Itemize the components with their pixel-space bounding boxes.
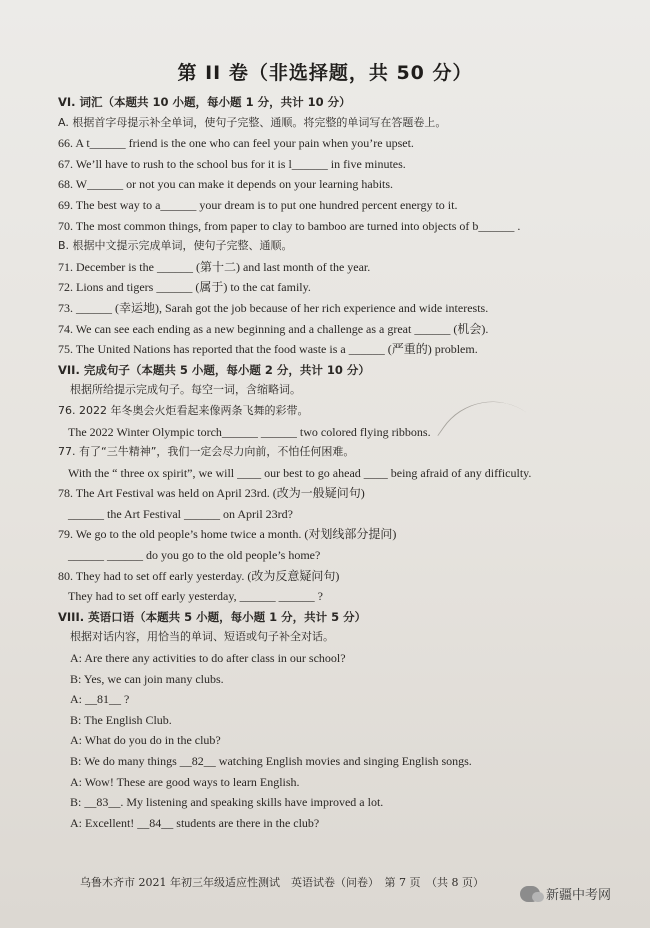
- question-line: B: Yes, we can join many clubs.: [70, 671, 224, 686]
- chat-bubble-icon: [520, 886, 540, 902]
- question-line: 76. 2022 年冬奥会火炬看起来像两条飞舞的彩带。: [58, 403, 309, 417]
- section-heading: VIII. 英语口语（本题共 5 小题，每小题 1 分，共计 5 分）: [58, 609, 367, 624]
- question-line: B. 根据中文提示完成单词，使句子完整、通顺。: [58, 239, 293, 253]
- question-line: A: __81__ ?: [70, 692, 130, 707]
- question-line: 73. ______ (幸运地), Sarah got the job because of her rich experience and wide interests.: [58, 300, 489, 315]
- question-line: 78. The Art Festival was held on April 23rd. (改为一般疑问句): [58, 486, 365, 501]
- question-line: ______ the Art Festival ______ on April 23rd?: [68, 506, 293, 521]
- question-line: 72. Lions and tigers ______ (属于) to the cat family.: [58, 280, 311, 295]
- question-line: B: We do many things __82__ watching English movies and singing English songs.: [70, 754, 472, 768]
- question-line: 79. We go to the old people’s home twice a month. (对划线部分提问): [58, 527, 397, 542]
- question-line: 71. December is the ______ (第十二) and last month of the year.: [58, 259, 371, 274]
- question-line: 66. A t______ friend is the one who can feel your pain when you’re upset.: [58, 136, 414, 151]
- question-line: 75. The United Nations has reported that the food waste is a ______ (严重的) problem.: [58, 342, 478, 357]
- question-line: A: What do you do in the club?: [70, 733, 221, 748]
- question-line: 77. 有了“三牛精神”，我们一定会尽力向前，不怕任何困难。: [58, 445, 355, 459]
- question-line: 67. We’ll have to rush to the school bus for it is l______ in five minutes.: [58, 156, 406, 171]
- question-line: 68. W______ or not you can make it depends on your learning habits.: [58, 177, 394, 192]
- question-line: B: The English Club.: [70, 712, 172, 727]
- page-title: 第 II 卷（非选择题，共 50 分）: [177, 62, 473, 84]
- question-line: 69. The best way to a______ your dream is to put one hundred percent energy to it.: [58, 197, 458, 212]
- page-footer: 乌鲁木齐市 2021 年初三年级适应性测试 英语试卷（问卷） 第 7 页 （共 8 页）: [80, 876, 484, 889]
- question-line: ______ ______ do you go to the old people’s home?: [68, 548, 321, 563]
- question-line: 根据对话内容，用恰当的单词、短语或句子补全对话。: [70, 630, 334, 644]
- question-line: A: Wow! These are good ways to learn English.: [70, 774, 300, 789]
- question-line: A: Are there any activities to do after class in our school?: [70, 651, 346, 666]
- question-line: With the “ three ox spirit”, we will ____ our best to go ahead ____ being afraid of any difficulty.: [68, 465, 532, 480]
- question-line: 根据所给提示完成句子。每空一词，含缩略词。: [70, 383, 301, 397]
- question-line: B: __83__. My listening and speaking skills have improved a lot.: [70, 795, 384, 810]
- question-line: They had to set off early yesterday, ______ ______ ?: [68, 589, 323, 604]
- question-line: A. 根据首字母提示补全单词，使句子完整、通顺。将完整的单词写在答题卷上。: [58, 115, 447, 129]
- question-line: 74. We can see each ending as a new beginning and a challenge as a great ______ (机会).: [58, 321, 489, 336]
- question-line: 70. The most common things, from paper to clay to bamboo are turned into objects of b______ .: [58, 218, 521, 233]
- section-heading: VI. 词汇（本题共 10 小题，每小题 1 分，共计 10 分）: [58, 95, 351, 109]
- section-heading: VII. 完成句子（本题共 5 小题，每小题 2 分，共计 10 分）: [58, 362, 370, 377]
- question-line: The 2022 Winter Olympic torch______ ______ two colored flying ribbons.: [68, 424, 431, 439]
- question-line: A: Excellent! __84__ students are there in the club?: [70, 815, 320, 830]
- question-line: 80. They had to set off early yesterday. (改为反意疑问句): [58, 568, 340, 583]
- watermark: [520, 884, 611, 903]
- watermark-text: 新疆中考网: [546, 888, 612, 903]
- question-lines: [58, 92, 628, 833]
